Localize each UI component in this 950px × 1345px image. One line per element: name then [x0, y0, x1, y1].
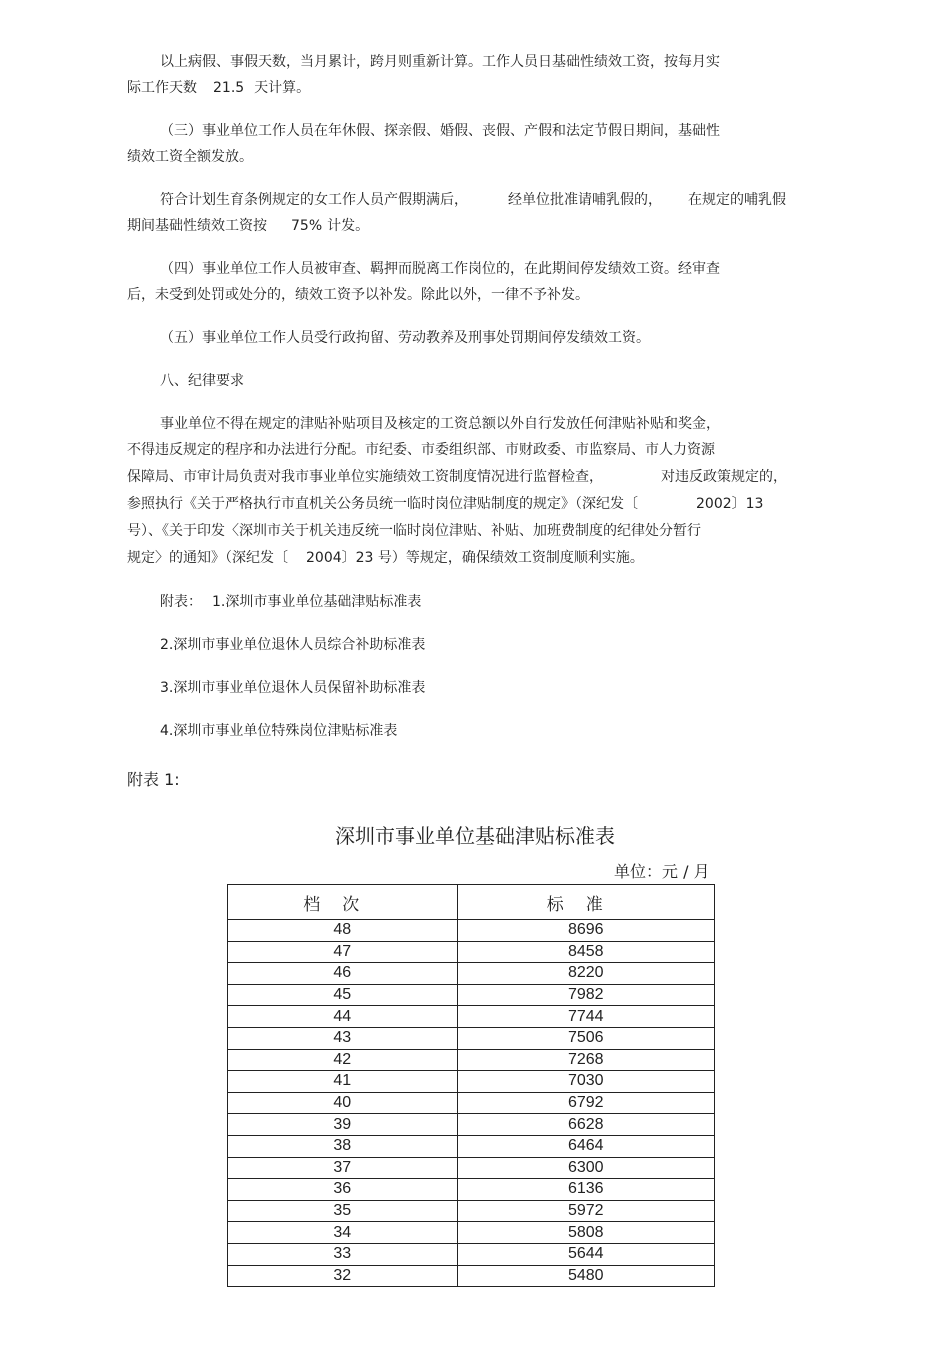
standard-cell: 7982: [457, 984, 714, 1006]
p6-line-3: [127, 467, 787, 487]
header-standard: 标准: [457, 885, 714, 920]
grade-cell: 44: [228, 1006, 458, 1028]
grade-cell: 32: [228, 1265, 458, 1287]
table-row: [228, 1135, 715, 1157]
p1-line-2: [127, 78, 310, 98]
annex-heading: 附表 1:: [127, 770, 180, 789]
grade-cell: 35: [228, 1200, 458, 1222]
attachment-item-4: 4.深圳市事业单位特殊岗位津贴标准表: [160, 723, 398, 739]
table-row: [228, 1222, 715, 1244]
standard-cell: 6136: [457, 1179, 714, 1201]
standard-cell: 7506: [457, 1027, 714, 1049]
table-row: [228, 1114, 715, 1136]
p6-line-2: 不得违反规定的程序和办法进行分配。市纪委、市委组织部、市财政委、市监察局、市人力资源: [127, 442, 715, 458]
grade-cell: 42: [228, 1049, 458, 1071]
p4-line-1: （四）事业单位工作人员被审查、羁押而脱离工作岗位的，在此期间停发绩效工资。经审查: [160, 261, 720, 277]
standard-cell: 7744: [457, 1006, 714, 1028]
attachment-intro: 附表：: [160, 594, 202, 610]
p3-line-1: [160, 190, 786, 210]
table-unit: 单位：元 / 月: [614, 862, 710, 881]
table-row: [228, 941, 715, 963]
standard-cell: 6300: [457, 1157, 714, 1179]
p6-line-5: 号）、《关于印发〈深圳市关于机关违反统一临时岗位津贴、补贴、加班费制度的纪律处分暂行: [127, 523, 701, 539]
attachment-item-3: 3.深圳市事业单位退休人员保留补助标准表: [160, 680, 426, 696]
p1-days-value: 21.5: [213, 80, 245, 96]
header-grade: 档次: [228, 885, 458, 920]
p3-text: 计发。: [327, 218, 370, 234]
standard-cell: 6792: [457, 1092, 714, 1114]
p1-text: 天计算。: [254, 80, 311, 96]
grade-cell: 37: [228, 1157, 458, 1179]
p2-line-1: （三）事业单位工作人员在年休假、探亲假、婚假、丧假、产假和法定节假日期间，基础性: [160, 123, 720, 139]
section-heading-discipline: 八、纪律要求: [160, 373, 244, 389]
table-row: [228, 1200, 715, 1222]
p6-line-1: 事业单位不得在规定的津贴补贴项目及核定的工资总额以外自行发放任何津贴补贴和奖金，: [160, 416, 720, 432]
standard-cell: 5480: [457, 1265, 714, 1287]
table-row: [228, 1006, 715, 1028]
table-row: [228, 920, 715, 942]
p3-text: 在规定的哺乳假: [688, 192, 786, 208]
standard-cell: 5644: [457, 1243, 714, 1265]
grade-cell: 36: [228, 1179, 458, 1201]
p6-line-6: [127, 548, 644, 568]
p3-text: 符合计划生育条例规定的女工作人员产假期满后，: [160, 192, 468, 208]
standard-cell: 7030: [457, 1071, 714, 1093]
p3-line-2: [127, 216, 369, 236]
p6-doc-number: 2002〕13: [696, 496, 764, 512]
p6-line-4: [127, 494, 763, 514]
p1-line-1: 以上病假、事假天数，当月累计，跨月则重新计算。工作人员日基础性绩效工资，按每月实: [160, 54, 720, 70]
grade-cell: 46: [228, 963, 458, 985]
table-row: [228, 1027, 715, 1049]
grade-cell: 47: [228, 941, 458, 963]
table-row: [228, 984, 715, 1006]
p6-text: 对违反政策规定的，: [661, 469, 787, 485]
standard-cell: 5808: [457, 1222, 714, 1244]
p4-line-2: 后，未受到处罚或处分的，绩效工资予以补发。除此以外，一律不予补发。: [127, 287, 589, 303]
p3-text: 期间基础性绩效工资按: [127, 218, 267, 234]
grade-cell: 34: [228, 1222, 458, 1244]
standard-cell: 7268: [457, 1049, 714, 1071]
p6-text: 规定〉的通知》（深纪发〔: [127, 550, 288, 566]
attachment-list-first: [160, 592, 421, 612]
grade-cell: 33: [228, 1243, 458, 1265]
table-row: [228, 1157, 715, 1179]
grade-cell: 48: [228, 920, 458, 942]
table-row: [228, 963, 715, 985]
p6-doc-number: 2004〕23 号）等规定，确保绩效工资制度顺利实施。: [306, 550, 644, 566]
grade-cell: 38: [228, 1135, 458, 1157]
table-row: [228, 1049, 715, 1071]
standard-cell: 6628: [457, 1114, 714, 1136]
p6-text: 参照执行《关于严格执行市直机关公务员统一临时岗位津贴制度的规定》（深纪发〔: [127, 496, 638, 512]
table-row: [228, 1092, 715, 1114]
table-row: [228, 1265, 715, 1287]
grade-cell: 41: [228, 1071, 458, 1093]
grade-cell: 39: [228, 1114, 458, 1136]
grade-cell: 45: [228, 984, 458, 1006]
p1-text: 际工作天数: [127, 80, 197, 96]
p2-line-2: 绩效工资全额发放。: [127, 149, 253, 165]
standard-cell: 6464: [457, 1135, 714, 1157]
p5-line-1: （五）事业单位工作人员受行政拘留、劳动教养及刑事处罚期间停发绩效工资。: [160, 330, 650, 346]
table-header-row: [228, 885, 715, 920]
attachment-item-2: 2.深圳市事业单位退休人员综合补助标准表: [160, 637, 426, 653]
grade-cell: 40: [228, 1092, 458, 1114]
p3-percent-value: 75%: [291, 218, 323, 234]
standard-cell: 8220: [457, 963, 714, 985]
standard-cell: 8696: [457, 920, 714, 942]
standard-cell: 8458: [457, 941, 714, 963]
standard-cell: 5972: [457, 1200, 714, 1222]
table-row: [228, 1071, 715, 1093]
table-row: [228, 1179, 715, 1201]
allowance-standard-table: [227, 884, 715, 1287]
grade-cell: 43: [228, 1027, 458, 1049]
table-row: [228, 1243, 715, 1265]
p6-text: 保障局、市审计局负责对我市事业单位实施绩效工资制度情况进行监督检查，: [127, 469, 603, 485]
attachment-item-1: 1.深圳市事业单位基础津贴标准表: [212, 594, 422, 610]
table-title: 深圳市事业单位基础津贴标准表: [335, 824, 615, 848]
p3-text: 经单位批准请哺乳假的，: [508, 192, 662, 208]
